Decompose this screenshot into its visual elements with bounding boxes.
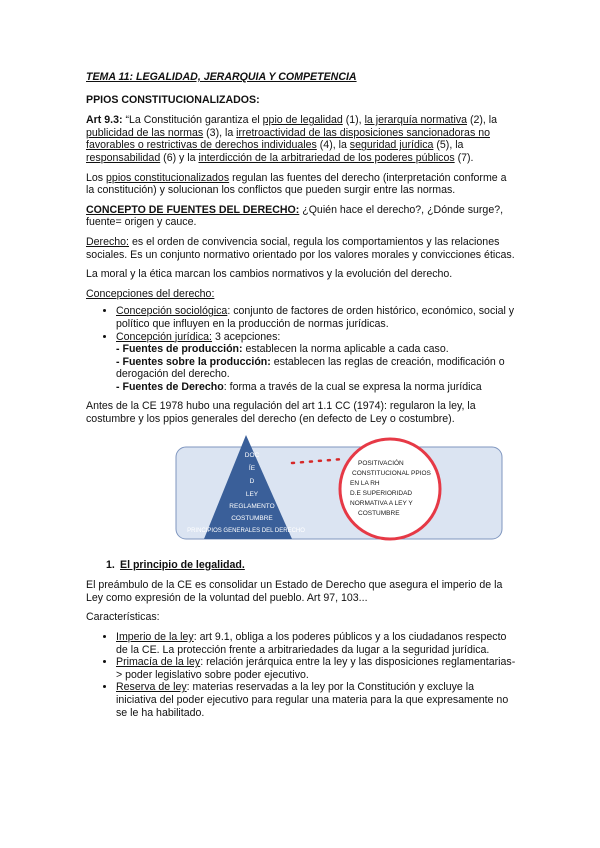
text-run: (5), la bbox=[433, 139, 464, 152]
caracteristicas-heading: Características: bbox=[86, 611, 160, 624]
circle-line: EN LA RH bbox=[350, 479, 380, 487]
text-run: (4), la bbox=[316, 139, 350, 152]
jerarquia-normativa: la jerarquía normativa bbox=[364, 114, 468, 127]
section-1-heading bbox=[106, 559, 516, 572]
section-number: 1. bbox=[106, 558, 115, 571]
art93-paragraph bbox=[86, 114, 516, 164]
pyramid-level: REGLAMENTO bbox=[229, 502, 275, 510]
seguridad-juridica: seguridad jurídica bbox=[349, 139, 434, 152]
publicidad-normas: publicidad de las normas bbox=[86, 126, 204, 139]
circle-line: D.E SUPERIORIDAD bbox=[350, 489, 413, 497]
art93-label: Art 9.3: bbox=[86, 114, 123, 127]
text-run: : forma a través de la cual se expresa la norma jurídica bbox=[223, 380, 482, 393]
text-run: regulan las fuentes del derecho (interpretación conforme a la constitución) y solucionan los conflictos que pueden surgir entre las normas. bbox=[86, 171, 507, 197]
concepciones-list bbox=[86, 305, 516, 393]
text-run: (1), bbox=[342, 114, 365, 127]
page-title: TEMA 11: LEGALIDAD, JERARQUIA Y COMPETENCIA bbox=[86, 71, 357, 83]
circle-line: NORMATIVA A LEY Y bbox=[350, 499, 413, 507]
ppios-paragraph bbox=[86, 172, 516, 197]
text-run: (3), la bbox=[203, 126, 237, 139]
primacia-ley-label: Primacía de la ley bbox=[116, 656, 201, 669]
pyramid-level: LEY bbox=[245, 490, 259, 498]
pyramid-level: D bbox=[249, 477, 255, 485]
text-run: : relación jerárquica entre la ley y las disposiciones reglamentarias-> poder legislativo sobre poder ejecutivo. bbox=[116, 656, 516, 681]
circle-line: COSTUMBRE bbox=[358, 509, 400, 517]
antes-paragraph: Antes de la CE 1978 hubo una regulación del art 1.1 CC (1974): regularon la ley, la costumbre y los ppios generales del derecho (en defecto de Ley o costumbre). bbox=[86, 400, 476, 426]
list-item bbox=[116, 681, 516, 719]
text-run: “La Constitución garantiza el bbox=[122, 114, 263, 127]
text-run: (6) y la bbox=[160, 151, 199, 164]
text-run: establecen las reglas de creación, modificación o derogación del derecho. bbox=[116, 355, 505, 381]
concepto-paragraph bbox=[86, 204, 516, 229]
fuentes-diagram-svg bbox=[174, 433, 504, 545]
ppio-legalidad: ppio de legalidad bbox=[262, 114, 343, 127]
fuentes-diagram bbox=[174, 433, 504, 545]
moral-paragraph: La moral y la ética marcan los cambios normativos y la evolución del derecho. bbox=[86, 268, 453, 281]
circle-line: CONSTITUCIONAL PPIOS bbox=[352, 469, 431, 477]
derecho-paragraph bbox=[86, 236, 516, 261]
concepcion-juridica-label: Concepción jurídica: bbox=[116, 330, 212, 343]
positivacion-circle bbox=[340, 439, 440, 539]
text-run: establecen la norma aplicable a cada caso. bbox=[242, 343, 449, 356]
list-item bbox=[116, 331, 516, 394]
circle-line: POSITIVACIÓN bbox=[358, 459, 404, 467]
list-item bbox=[116, 631, 516, 656]
responsabilidad: responsabilidad bbox=[86, 151, 161, 164]
list-item bbox=[116, 305, 516, 330]
pyramid-level: COSTUMBRE bbox=[231, 514, 273, 522]
imperio-ley-label: Imperio de la ley bbox=[116, 631, 194, 644]
ppios-constitucionalizados: ppios constitucionalizados bbox=[106, 171, 230, 184]
text-run: : materias reservadas a la ley por la Constitución y excluye la iniciativa del poder ejecutivo para regular una materia para la que expresamente no se le ha habilitado. bbox=[116, 681, 509, 719]
fuentes-sobre-produccion-label: - Fuentes sobre la producción: bbox=[116, 355, 271, 368]
reserva-ley-label: Reserva de ley bbox=[116, 681, 187, 694]
pyramid-level: ÍE bbox=[248, 464, 256, 472]
concepcion-sociologica-label: Concepción sociológica bbox=[116, 305, 228, 318]
text-run: : art 9.1, obliga a los poderes públicos y a los ciudadanos respecto de la CE. La protección frente a arbitrariedades da lugar a la seguridad jurídica. bbox=[116, 631, 507, 656]
section-title: El principio de legalidad. bbox=[120, 558, 245, 571]
irretroactividad: irretroactividad de las disposiciones sancionadoras no favorables o restrictivas de derechos individuales bbox=[86, 126, 490, 152]
text-run: Los bbox=[86, 171, 107, 184]
text-run: : conjunto de factores de orden histórico, económico, social y político que influyen en la producción de normas jurídicas. bbox=[116, 305, 515, 330]
pyramid-level: DOC bbox=[244, 451, 260, 459]
interdiccion-arbitrariedad: interdicción de la arbitrariedad de los poderes públicos bbox=[198, 151, 455, 164]
concepciones-heading: Concepciones del derecho: bbox=[86, 287, 215, 300]
document-content bbox=[86, 71, 516, 726]
text-run: ¿Quién hace el derecho?, ¿Dónde surge?, fuente= origen y cauce. bbox=[86, 203, 504, 229]
text-run: (2), la bbox=[467, 114, 498, 127]
text-run: (7). bbox=[454, 151, 474, 164]
text-run: es el orden de convivencia social, regula los comportamientos y las relaciones sociales. Es un conjunto normativo orientado por los valores morales y convicciones éticas. bbox=[86, 235, 515, 261]
derecho-label: Derecho: bbox=[86, 235, 129, 248]
pyramid-level: PRINCIPIOS GENERALES DEL DERECHO bbox=[187, 527, 305, 534]
text-run: 3 acepciones: bbox=[212, 330, 281, 343]
fuentes-derecho-label: - Fuentes de Derecho bbox=[116, 380, 224, 393]
ppios-heading: PPIOS CONSTITUCIONALIZADOS: bbox=[86, 93, 260, 106]
fuentes-produccion-label: - Fuentes de producción: bbox=[116, 343, 243, 356]
concepto-heading: CONCEPTO DE FUENTES DEL DERECHO: bbox=[86, 203, 300, 216]
list-item bbox=[116, 656, 516, 681]
preambulo-paragraph: El preámbulo de la CE es consolidar un Estado de Derecho que asegura el imperio de la Ley como expresión de la voluntad del pueblo. Art 97, 103... bbox=[86, 579, 503, 604]
caracteristicas-list bbox=[86, 631, 516, 719]
